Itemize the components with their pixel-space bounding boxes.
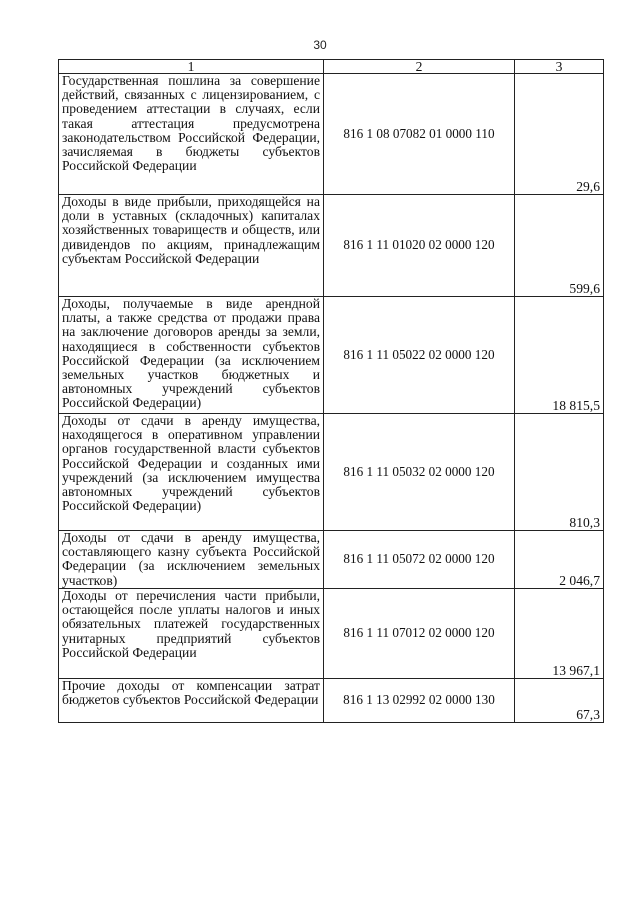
row-description: Государственная пошлина за совершение действий, связанных с лицензированием, с проведением аттестации в случаях, если такая аттестация предусмотрена законодательством Российской Федерации, зачисляемая в бюджеты субъектов Российской Федерации	[59, 74, 324, 195]
column-header-3: 3	[515, 60, 604, 74]
column-header-1: 1	[59, 60, 324, 74]
row-description: Доходы, получаемые в виде арендной платы, а также средства от продажи права на заключение договоров аренды за земли, находящиеся в собственности субъектов Российской Федерации (за исключением земельных участков бюджетных и автономных учреждений субъектов Российской Федерации)	[59, 297, 324, 414]
row-budget-code: 816 1 11 05022 02 0000 120	[324, 297, 515, 414]
row-budget-code: 816 1 11 05072 02 0000 120	[324, 531, 515, 589]
row-budget-code: 816 1 11 07012 02 0000 120	[324, 589, 515, 679]
row-amount: 67,3	[515, 679, 604, 723]
table-row	[59, 531, 604, 589]
table-row	[59, 195, 604, 297]
row-amount: 18 815,5	[515, 297, 604, 414]
table-row	[59, 74, 604, 195]
revenue-table	[58, 59, 604, 723]
table-row	[59, 297, 604, 414]
row-budget-code: 816 1 11 01020 02 0000 120	[324, 195, 515, 297]
row-amount: 13 967,1	[515, 589, 604, 679]
row-amount: 29,6	[515, 74, 604, 195]
row-description: Доходы от сдачи в аренду имущества, находящегося в оперативном управлении органов государственной власти субъектов Российской Федерации и созданных ими учреждений (за исключением имущества автономных учреждений субъектов Российской Федерации)	[59, 414, 324, 531]
row-budget-code: 816 1 11 05032 02 0000 120	[324, 414, 515, 531]
row-budget-code: 816 1 13 02992 02 0000 130	[324, 679, 515, 723]
column-header-2: 2	[324, 60, 515, 74]
table-row	[59, 589, 604, 679]
row-description: Доходы в виде прибыли, приходящейся на доли в уставных (складочных) капиталах хозяйственных товариществ и обществ, или дивидендов по акциям, принадлежащим субъектам Российской Федерации	[59, 195, 324, 297]
row-description: Доходы от перечисления части прибыли, остающейся после уплаты налогов и иных обязательных платежей государственных унитарных предприятий субъектов Российской Федерации	[59, 589, 324, 679]
table-header-row	[59, 60, 604, 74]
row-description: Доходы от сдачи в аренду имущества, составляющего казну субъекта Российской Федерации (за исключением земельных участков)	[59, 531, 324, 589]
row-amount: 599,6	[515, 195, 604, 297]
row-amount: 2 046,7	[515, 531, 604, 589]
row-description: Прочие доходы от компенсации затрат бюджетов субъектов Российской Федерации	[59, 679, 324, 723]
row-amount: 810,3	[515, 414, 604, 531]
table-row	[59, 414, 604, 531]
row-budget-code: 816 1 08 07082 01 0000 110	[324, 74, 515, 195]
table-row	[59, 679, 604, 723]
page-number: 30	[313, 38, 327, 52]
